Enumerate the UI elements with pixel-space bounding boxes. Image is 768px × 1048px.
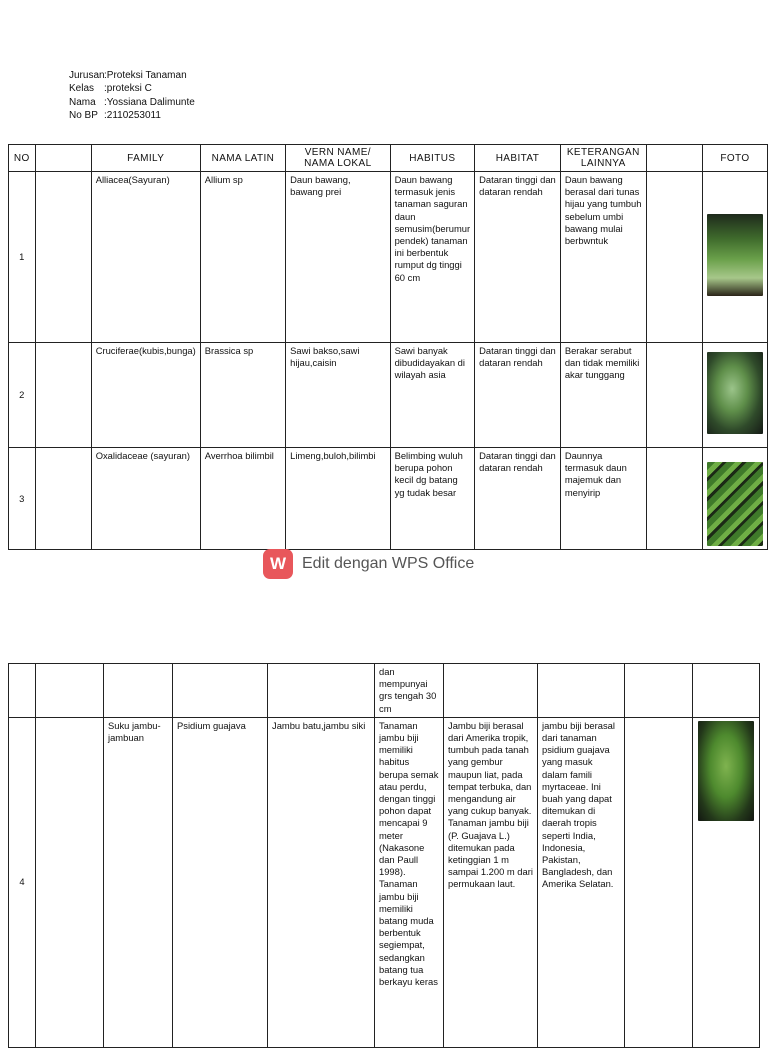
blank-cell <box>693 664 760 718</box>
habitus-cell: Sawi banyak dibudidayakan di wilayah asia <box>390 343 475 448</box>
col-header-blank <box>35 145 91 172</box>
keterangan-cell: Berakar serabut dan tidak memiliki akar tunggang <box>560 343 646 448</box>
blank-cell <box>35 448 91 550</box>
blank-cell <box>646 343 702 448</box>
blank-cell <box>538 664 625 718</box>
latin-cell: Psidium guajava <box>173 717 268 1047</box>
blank-cell <box>625 717 693 1047</box>
habitus-cell: dan mempunyai grs tengah 30 cm <box>375 664 444 718</box>
habitat-cell: Dataran tinggi dan dataran rendah <box>475 343 561 448</box>
blank-cell <box>444 664 538 718</box>
blank-cell <box>625 664 693 718</box>
row-no: 4 <box>9 717 36 1047</box>
blank-cell <box>35 343 91 448</box>
header-value: :Proteksi Tanaman <box>104 70 187 81</box>
col-header-keterangan: KETERANGAN LAINNYA <box>560 145 646 172</box>
family-cell: Alliacea(Sayuran) <box>91 172 200 343</box>
blank-cell <box>35 172 91 343</box>
col-header-habitat: HABITAT <box>475 145 561 172</box>
latin-cell: Allium sp <box>200 172 285 343</box>
vern-cell: Daun bawang, bawang prei <box>286 172 390 343</box>
row-no: 1 <box>9 172 36 343</box>
col-header-no: NO <box>9 145 36 172</box>
table-header-row <box>9 145 768 172</box>
header-value: :proteksi C <box>104 83 152 95</box>
blank-cell <box>104 664 173 718</box>
col-header-vern: VERN NAME/ NAMA LOKAL <box>286 145 390 172</box>
table-row <box>9 448 768 550</box>
table-row <box>9 343 768 448</box>
keterangan-cell: Daunnya termasuk daun majemuk dan menyirip <box>560 448 646 550</box>
header-label: Jurusan <box>69 70 105 81</box>
latin-cell: Averrhoa bilimbil <box>200 448 285 550</box>
wps-logo-icon: W <box>263 549 293 579</box>
photo-cell <box>702 448 767 550</box>
col-header-foto: FOTO <box>702 145 767 172</box>
blank-cell <box>646 172 702 343</box>
header-row-jurusan <box>69 69 195 82</box>
latin-cell: Brassica sp <box>200 343 285 448</box>
row-no: 2 <box>9 343 36 448</box>
header-label: Nama <box>69 96 96 108</box>
header-row-nama <box>69 96 195 109</box>
header-row-kelas <box>69 82 195 95</box>
table-row-continued <box>9 664 760 718</box>
habitus-cell: Belimbing wuluh berupa pohon kecil dg batang yg tudak besar <box>390 448 475 550</box>
header-label: Kelas <box>69 83 95 95</box>
wps-watermark-text: Edit dengan WPS Office <box>302 555 475 572</box>
family-cell: Oxalidaceae (sayuran) <box>91 448 200 550</box>
blank-cell <box>9 664 36 718</box>
photo-cell <box>702 172 767 343</box>
vern-cell: Limeng,buloh,bilimbi <box>286 448 390 550</box>
wps-watermark <box>263 549 474 579</box>
col-header-latin: NAMA LATIN <box>200 145 285 172</box>
family-cell: Cruciferae(kubis,bunga) <box>91 343 200 448</box>
plant-table-page-2 <box>8 663 760 1048</box>
blank-cell <box>173 664 268 718</box>
header-value: :Yossiana Dalimunte <box>104 96 195 108</box>
blank-cell <box>268 664 375 718</box>
keterangan-cell: Daun bawang berasal dari tunas hijau yang tumbuh sebelum umbi bawang mulai berbwntuk <box>560 172 646 343</box>
habitat-cell: Dataran tinggi dan dataran rendah <box>475 448 561 550</box>
vern-cell: Sawi bakso,sawi hijau,caisin <box>286 343 390 448</box>
table-row <box>9 717 760 1047</box>
keterangan-cell: jambu biji berasal dari tanaman psidium guajava yang masuk dalam famili myrtaceae. Ini buah yang dapat ditemukan di daerah tropis seperti India, Indonesia, Pakistan, Bangladesh, dan Amerika Selatan. <box>538 717 625 1047</box>
table-row <box>9 172 768 343</box>
col-header-family: FAMILY <box>91 145 200 172</box>
blank-cell <box>36 664 104 718</box>
guava-leaves-photo <box>698 721 754 821</box>
blank-cell <box>36 717 104 1047</box>
plant-table-page-1 <box>8 144 768 550</box>
habitat-cell: Dataran tinggi dan dataran rendah <box>475 172 561 343</box>
document-header <box>69 69 195 122</box>
habitus-cell: Tanaman jambu biji memiliki habitus berupa semak atau perdu, dengan tinggi pohon dapat mencapai 9 meter (Nakasone dan Paull 1998). Tanaman jambu biji memiliki batang muda berbentuk segiempat, sedangkan batang tua berkayu keras <box>375 717 444 1047</box>
family-cell: Suku jambu-jambuan <box>104 717 173 1047</box>
habitus-cell: Daun bawang termasuk jenis tanaman saguran daun semusim(berumur pendek) tanaman ini berbentuk rumput dg tinggi 60 cm <box>390 172 475 343</box>
photo-cell <box>693 717 760 1047</box>
col-header-habitus: HABITUS <box>390 145 475 172</box>
vern-cell: Jambu batu,jambu siki <box>268 717 375 1047</box>
blank-cell <box>646 448 702 550</box>
photo-cell <box>702 343 767 448</box>
green-onion-photo <box>707 214 763 296</box>
habitat-cell: Jambu biji berasal dari Amerika tropik, tumbuh pada tanah yang gembur maupun liat, pada tempat terbuka, dan mengandung air yang cukup banyak. Tanaman jambu biji (P. Guajava L.) ditemukan pada ketinggian 1 m sampai 1.200 m dari permukaan laut. <box>444 717 538 1047</box>
header-row-nobp <box>69 109 195 122</box>
header-value: :2110253011 <box>104 109 161 121</box>
bilimbi-leaves-photo <box>707 462 763 546</box>
col-header-blank-2 <box>646 145 702 172</box>
header-label: No BP <box>69 109 98 121</box>
row-no: 3 <box>9 448 36 550</box>
mustard-greens-photo <box>707 352 763 434</box>
